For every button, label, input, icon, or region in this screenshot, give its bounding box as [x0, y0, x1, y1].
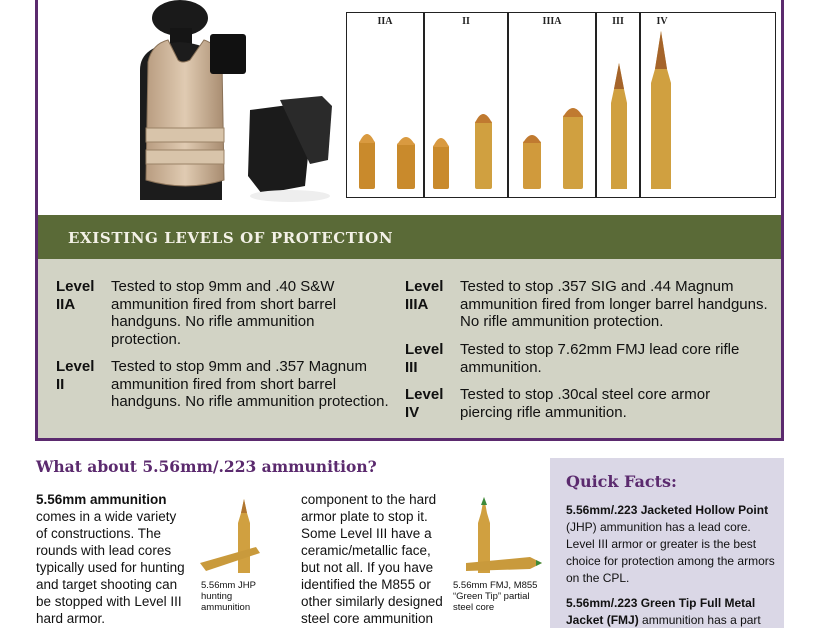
jhp-caption: 5.56mm JHP hunting ammunition [201, 580, 256, 613]
ammo-column-ii [425, 13, 509, 197]
iiia-cartridges-image [509, 13, 597, 197]
level-name: Level III [405, 341, 444, 376]
level-description: Tested to stop 9mm and .40 S&W ammunition fired from short barrel handguns. No rifle ammunition protection. [111, 278, 337, 348]
quick-fact-2-body: ammunition has a part [638, 613, 761, 627]
col1-lead: 5.56mm ammunition [36, 492, 167, 507]
iv-cartridge-image [641, 13, 701, 197]
ammo-level-label: IV [656, 16, 668, 27]
ammo-column-iv [641, 13, 777, 197]
ii-cartridges-image [425, 13, 509, 197]
level-name: Level IV [405, 386, 444, 421]
green-tip-cartridge-image [456, 493, 546, 577]
iia-cartridges-image [347, 13, 425, 197]
quick-fact-2 [566, 595, 776, 629]
levels-banner [38, 215, 781, 259]
section-title: What about 5.56mm/.223 ammunition? [36, 457, 377, 476]
ammo-level-label: IIA [377, 16, 393, 27]
level-name: Level IIIA [405, 278, 444, 313]
level-name: Level IIA [56, 278, 95, 313]
quick-fact-1-lead: 5.56mm/.223 Jacketed Hollow Point [566, 503, 769, 517]
banner-title: EXISTING LEVELS OF PROTECTION [68, 229, 394, 247]
level-description: Tested to stop 7.62mm FMJ lead core rifle ammunition. [460, 341, 740, 376]
ammo-column-iii [597, 13, 641, 197]
quick-facts-title: Quick Facts: [566, 472, 677, 491]
section-column-2: component to the hard armor plate to stop it. Some Level III have a ceramic/metallic face, but not all. If you have identified the M855 or other similarly designed steel core ammunition [301, 492, 443, 626]
ammo-level-label: III [612, 16, 624, 27]
col1-body: comes in a wide variety of constructions. The rounds with lead cores typically used for hunting and target shooting can be stopped with Level III hard armor. [36, 509, 185, 626]
ammo-column-iia [347, 13, 425, 197]
quick-fact-1-body: (JHP) ammunition has a lead core. Level III armor or greater is the best choice for protection among the armors on the CPL. [566, 520, 775, 585]
iii-cartridge-image [597, 13, 641, 197]
level-description: Tested to stop 9mm and .357 Magnum ammunition fired from short barrel handguns. No rifle ammunition protection. [111, 358, 389, 410]
quick-fact-2-lead: 5.56mm/.223 Green Tip Full Metal Jacket (FMJ) [566, 596, 756, 627]
section-column-1 [36, 491, 190, 627]
protection-levels-table [38, 259, 781, 438]
ammo-level-label: IIIA [542, 16, 562, 27]
body-armor-vest-image [100, 0, 340, 215]
level-name: Level II [56, 358, 95, 393]
jhp-cartridge-image [196, 493, 276, 577]
level-description: Tested to stop .357 SIG and .44 Magnum ammunition fired from longer barrel handguns. No rifle ammunition protection. [460, 278, 768, 330]
ammo-column-iiia [509, 13, 597, 197]
quick-facts-box [550, 458, 784, 628]
quick-fact-1 [566, 502, 776, 587]
level-description: Tested to stop .30cal steel core armor piercing rifle ammunition. [460, 386, 711, 421]
green-tip-caption: 5.56mm FMJ, M855 “Green Tip” partial steel core [453, 580, 538, 613]
quick-facts-body [566, 502, 776, 637]
ammunition-comparison-panel [346, 12, 776, 198]
ammo-level-label: II [462, 16, 470, 27]
